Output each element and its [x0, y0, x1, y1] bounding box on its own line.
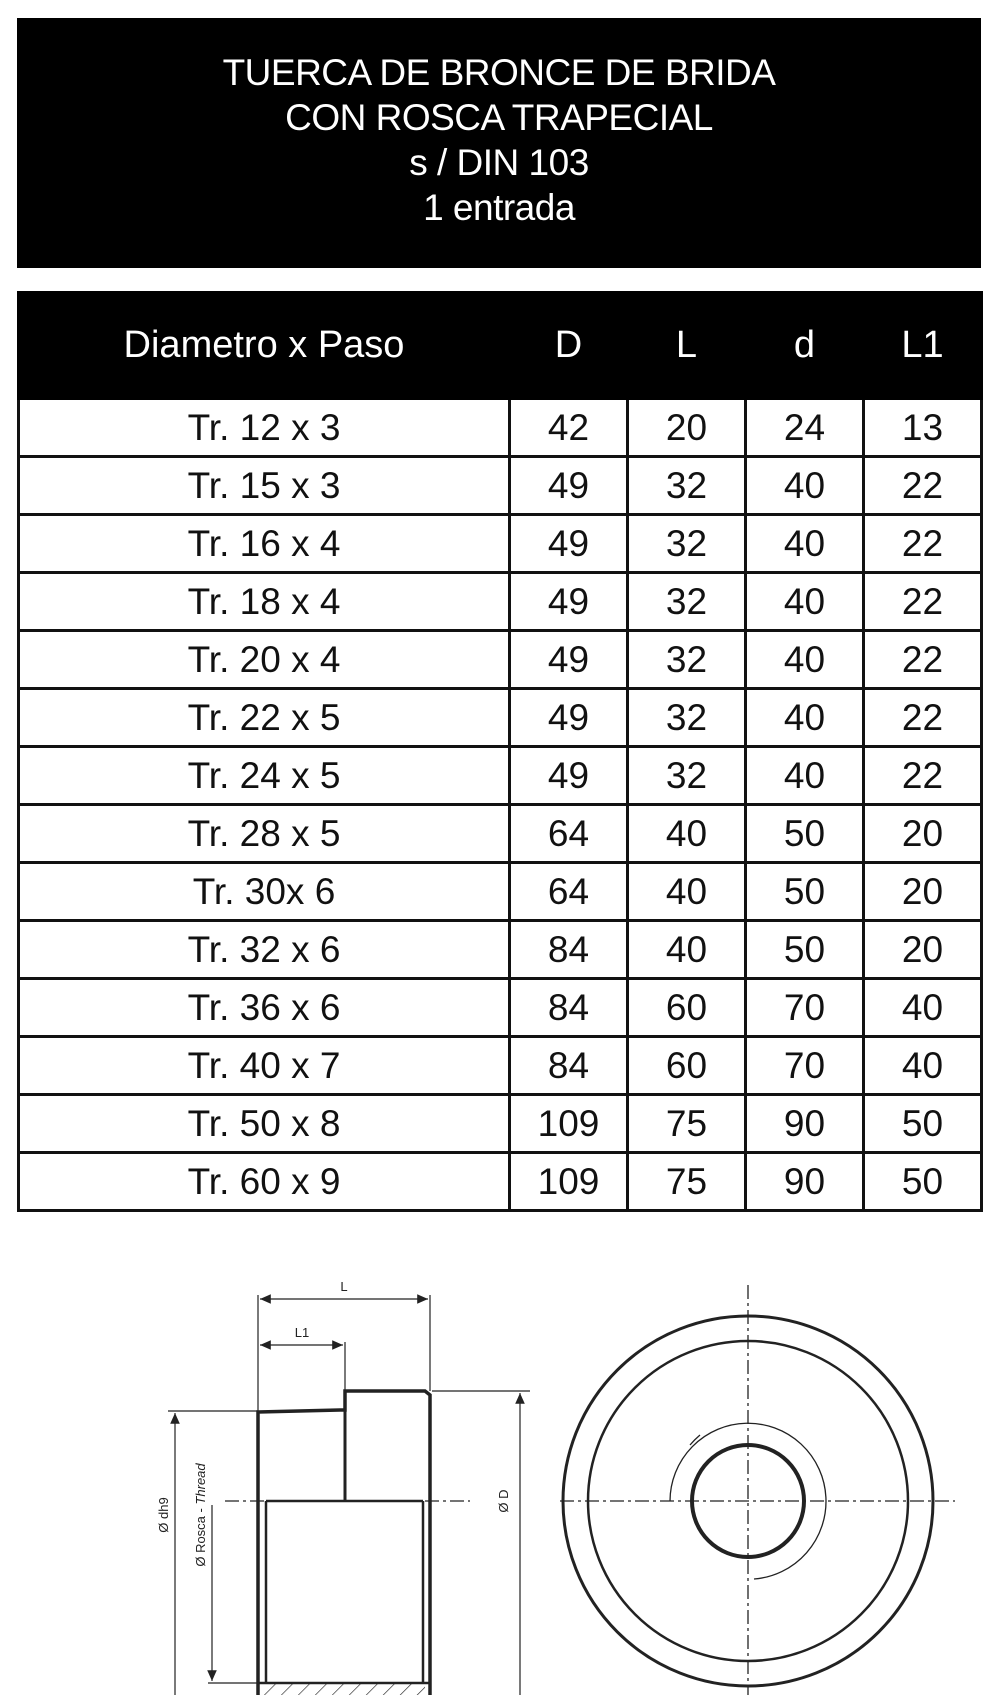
- label-thread: Thread: [193, 1463, 208, 1505]
- cell-D: 49: [510, 747, 628, 805]
- cell-d: 50: [746, 921, 864, 979]
- cell-L: 40: [628, 921, 746, 979]
- title-line-2: CON ROSCA TRAPECIAL: [285, 97, 713, 138]
- title-banner: [17, 18, 981, 268]
- cell-L1: 22: [864, 457, 982, 515]
- cell-L: 60: [628, 979, 746, 1037]
- cell-D: 64: [510, 805, 628, 863]
- cell-D: 84: [510, 921, 628, 979]
- cell-L1: 22: [864, 631, 982, 689]
- cell-d: 70: [746, 979, 864, 1037]
- cell-d: 40: [746, 689, 864, 747]
- cell-D: 49: [510, 457, 628, 515]
- cell-diametro-paso: Tr. 16 x 4: [19, 515, 510, 573]
- table-row: [19, 689, 982, 747]
- cell-L: 32: [628, 631, 746, 689]
- cell-L1: 20: [864, 805, 982, 863]
- cell-D: 49: [510, 573, 628, 631]
- dimension-D: [432, 1391, 530, 1695]
- table-row: [19, 1037, 982, 1095]
- cell-L: 32: [628, 515, 746, 573]
- cell-L: 60: [628, 1037, 746, 1095]
- table-row: [19, 805, 982, 863]
- dimension-dh9: [168, 1411, 258, 1695]
- technical-drawing: [0, 1255, 999, 1695]
- cell-d: 90: [746, 1095, 864, 1153]
- cell-L: 40: [628, 863, 746, 921]
- cell-L: 20: [628, 399, 746, 457]
- cell-diametro-paso: Tr. 40 x 7: [19, 1037, 510, 1095]
- header-L: L: [628, 293, 746, 399]
- cell-D: 109: [510, 1095, 628, 1153]
- table-row: [19, 747, 982, 805]
- cell-L: 32: [628, 457, 746, 515]
- cell-L1: 20: [864, 863, 982, 921]
- header-L1: L1: [864, 293, 982, 399]
- cell-L1: 22: [864, 515, 982, 573]
- label-D: Ø D: [496, 1489, 511, 1513]
- cell-L1: 50: [864, 1153, 982, 1211]
- cell-L: 32: [628, 573, 746, 631]
- cell-L1: 13: [864, 399, 982, 457]
- cell-L1: 20: [864, 921, 982, 979]
- cell-diametro-paso: Tr. 50 x 8: [19, 1095, 510, 1153]
- cell-L: 75: [628, 1153, 746, 1211]
- cell-D: 49: [510, 515, 628, 573]
- cell-d: 40: [746, 747, 864, 805]
- header-diametro-paso: Diametro x Paso: [19, 293, 510, 399]
- cell-D: 84: [510, 979, 628, 1037]
- cell-d: 50: [746, 805, 864, 863]
- table-row: [19, 1153, 982, 1211]
- cell-D: 64: [510, 863, 628, 921]
- section-view: [258, 1391, 430, 1695]
- label-L: L: [340, 1279, 348, 1294]
- cell-diametro-paso: Tr. 22 x 5: [19, 689, 510, 747]
- cell-L: 40: [628, 805, 746, 863]
- table-row: [19, 1095, 982, 1153]
- title-line-3: s / DIN 103: [409, 142, 589, 183]
- dimension-rosca: [208, 1505, 258, 1683]
- header-d: d: [746, 293, 864, 399]
- cell-diametro-paso: Tr. 20 x 4: [19, 631, 510, 689]
- cell-L: 32: [628, 689, 746, 747]
- cell-diametro-paso: Tr. 24 x 5: [19, 747, 510, 805]
- table-row: [19, 979, 982, 1037]
- cell-L1: 22: [864, 747, 982, 805]
- table-row: [19, 399, 982, 457]
- cell-diametro-paso: Tr. 36 x 6: [19, 979, 510, 1037]
- cell-diametro-paso: Tr. 18 x 4: [19, 573, 510, 631]
- cell-L1: 40: [864, 1037, 982, 1095]
- cell-L: 75: [628, 1095, 746, 1153]
- table-row: [19, 921, 982, 979]
- cell-diametro-paso: Tr. 12 x 3: [19, 399, 510, 457]
- cell-d: 50: [746, 863, 864, 921]
- cell-D: 109: [510, 1153, 628, 1211]
- table-row: [19, 573, 982, 631]
- cell-diametro-paso: Tr. 30x 6: [19, 863, 510, 921]
- label-rosca-thread: [193, 1463, 208, 1567]
- header-D: D: [510, 293, 628, 399]
- label-L1: L1: [294, 1325, 310, 1340]
- cell-D: 49: [510, 689, 628, 747]
- cell-diametro-paso: Tr. 28 x 5: [19, 805, 510, 863]
- cell-L: 32: [628, 747, 746, 805]
- cell-d: 24: [746, 399, 864, 457]
- table-row: [19, 515, 982, 573]
- dimensions-table: [17, 291, 983, 1212]
- label-dh9: Ø dh9: [156, 1497, 171, 1533]
- label-rosca: Ø Rosca -: [193, 1504, 208, 1567]
- cell-D: 84: [510, 1037, 628, 1095]
- title-line-4: 1 entrada: [423, 187, 575, 228]
- cell-d: 40: [746, 457, 864, 515]
- cell-d: 70: [746, 1037, 864, 1095]
- cell-diametro-paso: Tr. 32 x 6: [19, 921, 510, 979]
- table-header-row: [19, 293, 982, 399]
- cell-L1: 22: [864, 689, 982, 747]
- cell-d: 40: [746, 573, 864, 631]
- table-row: [19, 457, 982, 515]
- table-row: [19, 863, 982, 921]
- cell-diametro-paso: Tr. 60 x 9: [19, 1153, 510, 1211]
- cell-diametro-paso: Tr. 15 x 3: [19, 457, 510, 515]
- table-row: [19, 631, 982, 689]
- cell-d: 90: [746, 1153, 864, 1211]
- cell-d: 40: [746, 515, 864, 573]
- cell-L1: 40: [864, 979, 982, 1037]
- title-line-1: TUERCA DE BRONCE DE BRIDA: [222, 52, 776, 93]
- cell-D: 49: [510, 631, 628, 689]
- cell-L1: 50: [864, 1095, 982, 1153]
- cell-L1: 22: [864, 573, 982, 631]
- cell-d: 40: [746, 631, 864, 689]
- cell-D: 42: [510, 399, 628, 457]
